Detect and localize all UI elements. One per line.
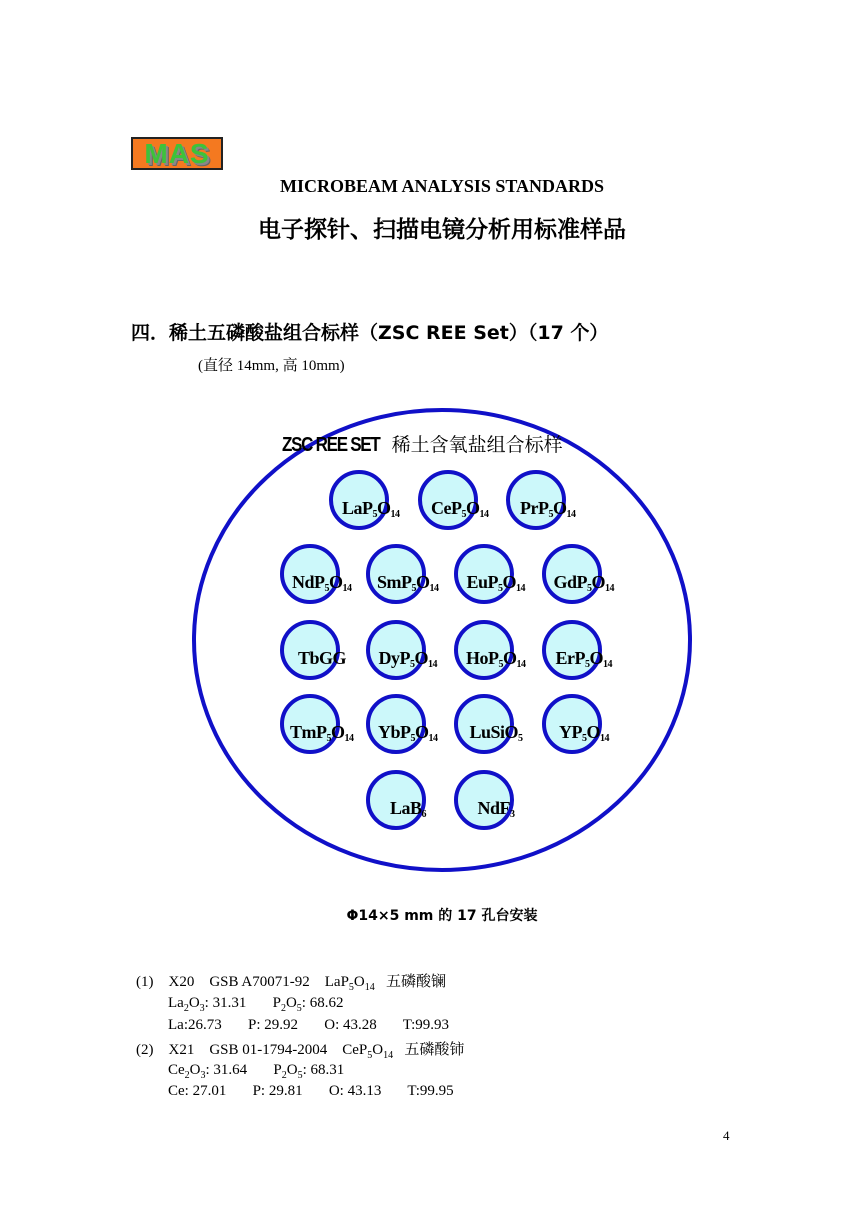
formula-subscript: 3 (199, 1003, 205, 1014)
sample-label (467, 572, 526, 594)
formula-text: O (586, 722, 601, 742)
formula-text: P (401, 572, 412, 592)
sample-label (554, 572, 615, 594)
formula-text: La (168, 995, 184, 1011)
formula-subscript: 5 (585, 659, 590, 670)
formula-text: : 68.62 (301, 995, 344, 1011)
sample-label (390, 798, 426, 820)
formula-subscript: 5 (498, 583, 503, 594)
diagram-caption: Φ14×5 mm 的 17 孔台安装 (346, 908, 538, 924)
formula-subscript: 2 (281, 1070, 287, 1081)
sample-label (378, 722, 438, 744)
sample-label (298, 648, 346, 669)
formula-text: : 31.31 P (204, 995, 281, 1011)
standard-entry-line (136, 970, 446, 993)
sample-label (559, 722, 609, 744)
sample-label (377, 572, 439, 594)
formula-text: O (286, 1062, 298, 1078)
sample-label (466, 648, 526, 670)
sample-label (556, 648, 613, 670)
formula-text: O (372, 1042, 384, 1058)
formula-text: Y (559, 722, 572, 742)
formula-text: Gd (553, 572, 577, 592)
formula-subscript: 2 (280, 1003, 286, 1014)
formula-subscript: 14 (479, 509, 489, 520)
set-name-zh: 稀土含氧盐组合标样 (391, 434, 563, 456)
title-chinese: 电子探针、扫描电镜分析用标准样品 (258, 217, 626, 243)
standard-entry-line (168, 1017, 449, 1034)
formula-text: O (589, 648, 604, 668)
formula-text: La:26.73 P: 29.92 O: 43.28 T:99.93 (168, 1017, 450, 1033)
formula-text: O (285, 995, 297, 1011)
formula-subscript: 14 (429, 583, 439, 594)
sample-label (292, 572, 352, 594)
formula-text: : 68.31 (302, 1062, 345, 1078)
formula-subscript: 14 (605, 583, 615, 594)
formula-subscript: 5 (296, 1003, 302, 1014)
formula-text: Ce (431, 498, 451, 518)
sample-label (520, 498, 576, 520)
formula-subscript: 14 (566, 509, 576, 520)
formula-subscript: 3 (510, 809, 515, 820)
formula-subscript: 5 (297, 1070, 303, 1081)
formula-subscript: 14 (428, 733, 438, 744)
formula-subscript: 14 (428, 659, 438, 670)
standard-entry-line (168, 1062, 344, 1081)
standard-entry-line (136, 1038, 464, 1061)
sample-label (290, 722, 354, 744)
formula-subscript: 5 (410, 733, 416, 744)
formula-text: 五磷酸铈 (393, 1042, 465, 1058)
formula-subscript: 5 (367, 1050, 373, 1061)
formula-text: Ho (466, 648, 489, 668)
logo-text: MAS (144, 137, 210, 169)
sample-label (379, 648, 438, 670)
formula-text: O (591, 572, 606, 592)
formula-text: O (415, 722, 429, 742)
formula-subscript: 5 (587, 583, 592, 594)
formula-text: O (353, 974, 365, 990)
formula-text: P (537, 498, 549, 518)
formula-subscript: 6 (421, 809, 427, 820)
formula-subscript: 14 (342, 583, 352, 594)
formula-subscript: 14 (516, 583, 526, 594)
formula-text: O (414, 648, 429, 668)
formula-text: O (552, 498, 567, 518)
formula-text: P (316, 722, 327, 742)
formula-text: O (189, 1062, 201, 1078)
formula-text: Tm (290, 722, 316, 742)
formula-text: O (377, 498, 391, 518)
formula-text: P (451, 498, 462, 518)
formula-subscript: 2 (183, 1003, 189, 1014)
formula-text: TbGG (298, 648, 347, 668)
formula-subscript: 5 (410, 659, 415, 670)
sample-dimensions: (直径 14mm, 高 10mm) (198, 358, 345, 374)
formula-text: Ce: 27.01 P: 29.81 O: 43.13 T:99.95 (168, 1083, 454, 1099)
formula-subscript: 14 (344, 733, 354, 744)
sample-label (478, 798, 515, 820)
formula-text: P (576, 572, 588, 592)
formula-text: P (571, 722, 582, 742)
formula-subscript: 14 (383, 1050, 394, 1061)
formula-subscript: 5 (326, 733, 331, 744)
formula-text: P (314, 572, 325, 592)
formula-subscript: 14 (364, 982, 375, 993)
formula-subscript: 5 (324, 583, 330, 594)
formula-text: (2) X21 GSB 01-1794-2004 CeP (136, 1042, 368, 1058)
formula-subscript: 2 (184, 1070, 190, 1081)
page-number: 4 (723, 1128, 730, 1143)
formula-subscript: 5 (348, 982, 354, 993)
formula-text: LaB (390, 798, 422, 818)
sample-label (470, 722, 523, 744)
formula-subscript: 5 (461, 509, 466, 520)
formula-text: O (188, 995, 200, 1011)
formula-text: O (466, 498, 480, 518)
sample-label (342, 498, 400, 520)
formula-subscript: 14 (603, 659, 613, 670)
formula-text: P (487, 572, 499, 592)
formula-text: P (488, 648, 499, 668)
formula-text: O (503, 648, 517, 668)
formula-text: Eu (466, 572, 488, 592)
formula-subscript: 5 (548, 509, 553, 520)
formula-text: Sm (377, 572, 402, 592)
set-title (282, 430, 563, 457)
formula-text: Nd (292, 572, 315, 592)
formula-text: P (574, 648, 585, 668)
formula-subscript: 5 (372, 509, 378, 520)
formula-subscript: 14 (516, 659, 526, 670)
set-name: ZSC REE SET (282, 434, 380, 456)
formula-subscript: 5 (411, 583, 417, 594)
formula-text: O (502, 572, 517, 592)
formula-text: LuSiO (469, 722, 519, 742)
formula-subscript: 5 (582, 733, 587, 744)
formula-text: Er (555, 648, 575, 668)
formula-text: O (331, 722, 345, 742)
formula-text: P (399, 648, 410, 668)
formula-subscript: 5 (518, 733, 523, 744)
formula-text: La (342, 498, 363, 518)
formula-text: P (400, 722, 411, 742)
formula-text: P (362, 498, 373, 518)
formula-subscript: 14 (600, 733, 610, 744)
sample-label (431, 498, 489, 520)
formula-text: NdF (477, 798, 511, 818)
standard-entry-line (168, 995, 343, 1014)
formula-text: : 31.64 P (205, 1062, 282, 1078)
formula-subscript: 3 (200, 1070, 206, 1081)
formula-text: O (329, 572, 343, 592)
formula-text: 五磷酸镧 (374, 974, 447, 990)
formula-text: (1) X20 GSB A70071-92 LaP (136, 974, 349, 990)
formula-subscript: 14 (390, 509, 400, 520)
formula-text: Pr (520, 498, 538, 518)
title-english: MICROBEAM ANALYSIS STANDARDS (279, 176, 605, 196)
formula-text: Yb (378, 722, 401, 742)
formula-text: Dy (378, 648, 400, 668)
standard-entry-line (168, 1083, 454, 1100)
formula-text: O (416, 572, 430, 592)
formula-text: Ce (168, 1062, 185, 1078)
formula-subscript: 5 (498, 659, 504, 670)
section-heading: 四．稀土五磷酸盐组合标样（ZSC REE Set）（17 个） (131, 322, 609, 344)
